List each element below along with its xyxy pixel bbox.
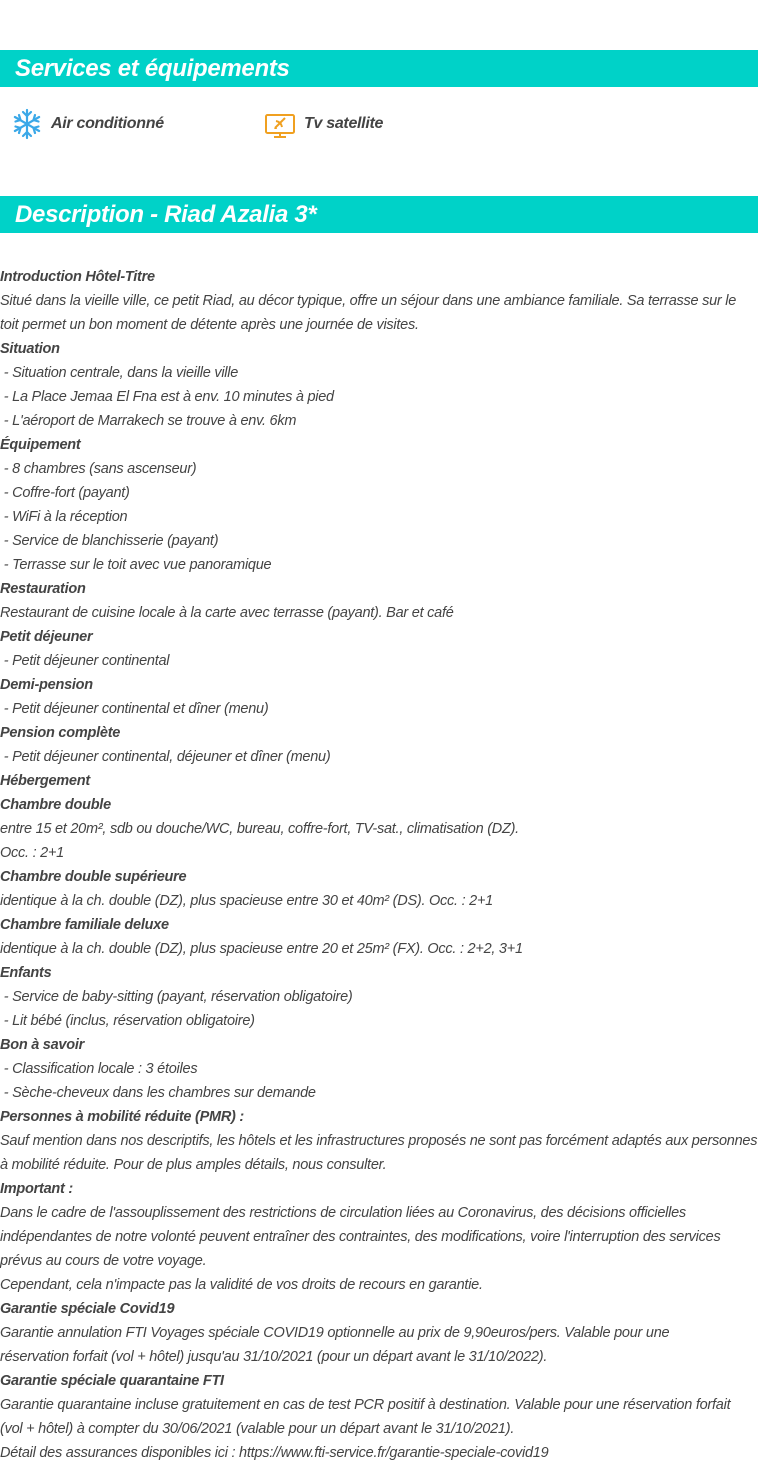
description-subheading: Chambre double supérieure — [0, 869, 187, 885]
description-subheading: Personnes à mobilité réduite (PMR) : — [0, 1109, 244, 1125]
description-text-line: - L'aéroport de Marrakech se trouve à env. 6km — [0, 413, 297, 429]
description-text-line: - Sèche-cheveux dans les chambres sur demande — [0, 1085, 316, 1101]
description-text-line: à mobilité réduite. Pour de plus amples détails, nous consulter. — [0, 1157, 387, 1173]
description-text-line: - WiFi à la réception — [0, 509, 128, 525]
description-text-line: identique à la ch. double (DZ), plus spacieuse entre 30 et 40m² (DS). Occ. : 2+1 — [0, 893, 493, 909]
description-text-line: - Terrasse sur le toit avec vue panoramique — [0, 557, 272, 573]
amenity-label: Tv satellite — [304, 115, 384, 132]
description-subheading: Garantie spéciale Covid19 — [0, 1301, 175, 1317]
description-subheading: Important : — [0, 1181, 73, 1197]
description-text-line: (vol + hôtel) à compter du 30/06/2021 (valable pour un départ avant le 31/10/2021). — [0, 1421, 515, 1437]
amenity-satellite-tv — [263, 108, 383, 140]
description-text-line: entre 15 et 20m², sdb ou douche/WC, bureau, coffre-fort, TV-sat., climatisation (DZ). — [0, 821, 519, 837]
description-text-line: - Service de blanchisserie (payant) — [0, 533, 219, 549]
description-subheading: Introduction Hôtel-Titre — [0, 269, 155, 285]
snowflake-icon — [10, 108, 44, 140]
description-text-line: identique à la ch. double (DZ), plus spacieuse entre 20 et 25m² (FX). Occ. : 2+2, 3+1 — [0, 941, 523, 957]
description-subheading: Restauration — [0, 581, 86, 597]
description-subheading: Petit déjeuner — [0, 629, 93, 645]
description-subheading: Chambre familiale deluxe — [0, 917, 169, 933]
description-text-line: - Petit déjeuner continental — [0, 653, 170, 669]
description-text-line: Cependant, cela n'impacte pas la validité de vos droits de recours en garantie. — [0, 1277, 483, 1293]
description-text-line: - Classification locale : 3 étoiles — [0, 1061, 198, 1077]
description-subheading: Chambre double — [0, 797, 111, 813]
description-text-line: Sauf mention dans nos descriptifs, les hôtels et les infrastructures proposés ne sont pas forcément adaptés aux personnes — [0, 1133, 758, 1149]
satellite-tv-icon — [263, 108, 297, 140]
description-text-line: prévus au cours de votre voyage. — [0, 1253, 207, 1269]
description-subheading: Équipement — [0, 437, 81, 453]
amenity-label: Air conditionné — [51, 115, 164, 132]
description-text-line: Restaurant de cuisine locale à la carte avec terrasse (payant). Bar et café — [0, 605, 454, 621]
services-section-header: Services et équipements — [0, 50, 758, 87]
description-text-line: Détail des assurances disponibles ici : https://www.fti-service.fr/garantie-speciale-covid19 — [0, 1445, 549, 1461]
description-subheading: Demi-pension — [0, 677, 93, 693]
description-subheading: Pension complète — [0, 725, 121, 741]
description-text-line: Occ. : 2+1 — [0, 845, 64, 861]
description-text-line: Garantie annulation FTI Voyages spéciale COVID19 optionnelle au prix de 9,90euros/pers. Valable pour une — [0, 1325, 670, 1341]
description-text-line: - Lit bébé (inclus, réservation obligatoire) — [0, 1013, 255, 1029]
description-text-line: réservation forfait (vol + hôtel) jusqu'au 31/10/2021 (pour un départ avant le 31/10/2022). — [0, 1349, 548, 1365]
description-text-line: - Situation centrale, dans la vieille ville — [0, 365, 239, 381]
description-text-line: indépendantes de notre volonté peuvent entraîner des contraintes, des modifications, voire l'interruption des services — [0, 1229, 721, 1245]
description-subheading: Situation — [0, 341, 60, 357]
description-text-line: - Service de baby-sitting (payant, réservation obligatoire) — [0, 989, 353, 1005]
description-text-line: Situé dans la vieille ville, ce petit Riad, au décor typique, offre un séjour dans une ambiance familiale. Sa terrasse sur le — [0, 293, 737, 309]
description-text-line: Garantie quarantaine incluse gratuitement en cas de test PCR positif à destination. Valable pour une réservation forfait — [0, 1397, 731, 1413]
description-subheading: Enfants — [0, 965, 52, 981]
description-text-line: - Petit déjeuner continental et dîner (menu) — [0, 701, 269, 717]
description-section-header: Description - Riad Azalia 3* — [0, 196, 758, 233]
description-body — [0, 265, 758, 1465]
description-subheading: Hébergement — [0, 773, 90, 789]
amenity-air-conditioning — [10, 108, 164, 140]
description-text-line: - Petit déjeuner continental, déjeuner et dîner (menu) — [0, 749, 331, 765]
description-text-line: - 8 chambres (sans ascenseur) — [0, 461, 197, 477]
description-subheading: Bon à savoir — [0, 1037, 85, 1053]
description-text-line: - La Place Jemaa El Fna est à env. 10 minutes à pied — [0, 389, 334, 405]
description-text-line: toit permet un bon moment de détente après une journée de visites. — [0, 317, 419, 333]
description-text-line: Dans le cadre de l'assouplissement des restrictions de circulation liées au Coronavirus, des décisions officielles — [0, 1205, 686, 1221]
description-text-line: - Coffre-fort (payant) — [0, 485, 130, 501]
description-subheading: Garantie spéciale quarantaine FTI — [0, 1373, 224, 1389]
